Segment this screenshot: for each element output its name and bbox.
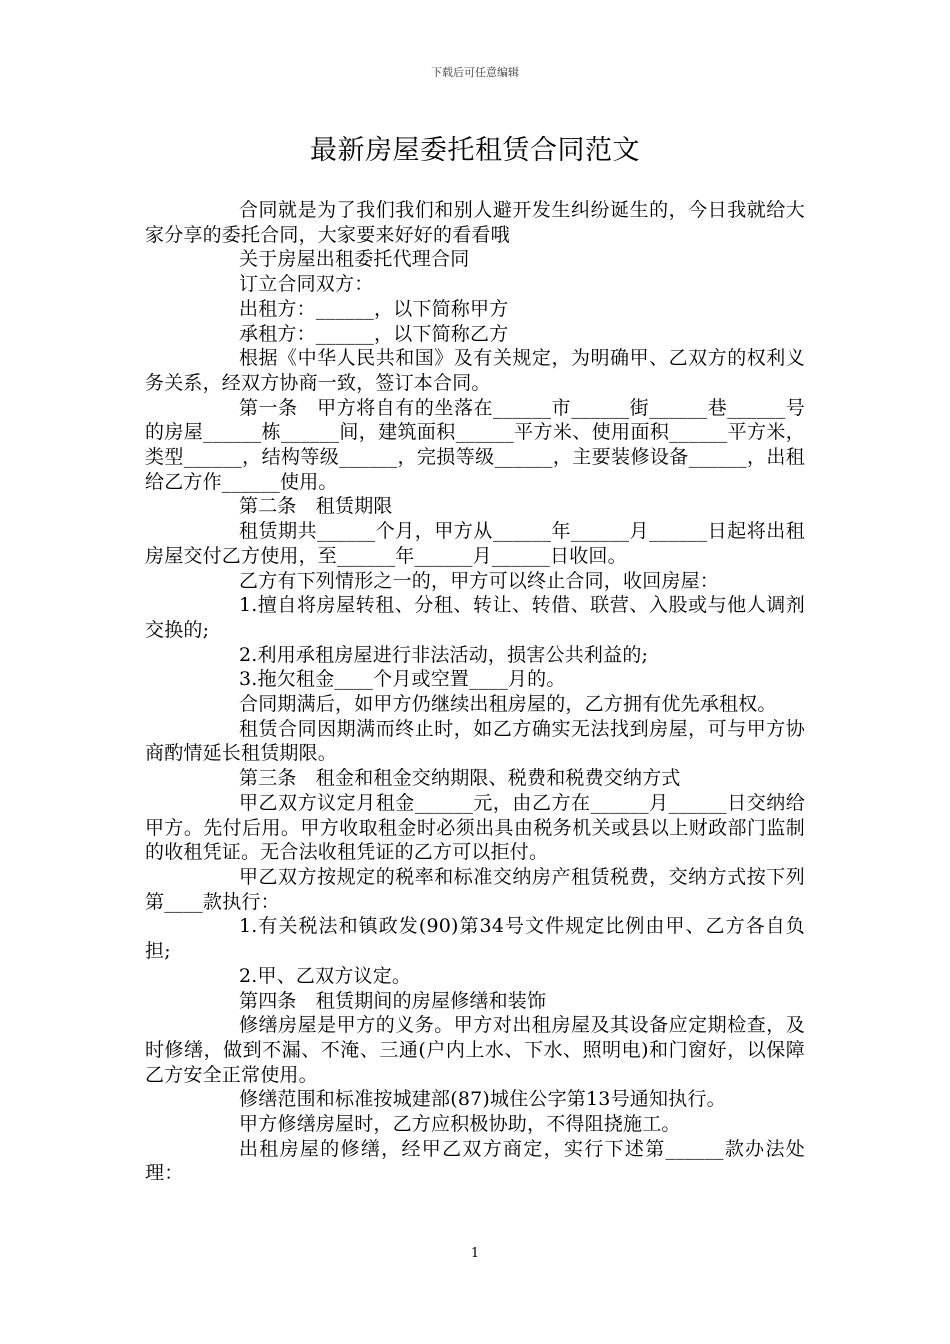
paragraph-lessor: 出租方：______，以下简称甲方 bbox=[239, 297, 509, 320]
paragraph-tax-option-2: 2.甲、乙双方议定。 bbox=[239, 964, 412, 987]
paragraph-repair-duty: 修缮房屋是甲方的义务。甲方对出租房屋及其设备应定期检查，及时修缮，做到不漏、不淹、三通(户内上水、下水、照明电)和门窗好，以保障乙方安全正常使用。 bbox=[145, 1014, 805, 1086]
paragraph-tax-payment: 甲乙双方按规定的税率和标准交纳房产租赁税费，交纳方式按下列第____款执行： bbox=[145, 865, 805, 913]
paragraph-condition-3: 3.拖欠租金____个月或空置____月的。 bbox=[239, 668, 566, 691]
paragraph-article-2-heading: 第二条 租赁期限 bbox=[239, 495, 393, 518]
paragraph-article-1: 第一条 甲方将自有的坐落在______市______街______巷______号的房屋______栋______间，建筑面积______平方米、使用面积______平方米，类型______，结构等级______，完损等级______，主要装修设备______，出租给乙方作______使用。 bbox=[145, 396, 805, 493]
paragraph-termination-conditions: 乙方有下列情形之一的，甲方可以终止合同，收回房屋： bbox=[239, 569, 720, 592]
paragraph-condition-1: 1.擅自将房屋转租、分租、转让、转借、联营、入股或与他人调剂交换的; bbox=[145, 594, 805, 641]
paragraph-lessee: 承租方：______，以下简称乙方 bbox=[239, 322, 509, 345]
document-title: 最新房屋委托租赁合同范文 bbox=[310, 135, 640, 166]
paragraph-repair-method: 出租房屋的修缮，经甲乙双方商定，实行下述第______款办法处理： bbox=[145, 1137, 805, 1185]
paragraph-repair-scope: 修缮范围和标准按城建部(87)城住公字第13号通知执行。 bbox=[239, 1088, 726, 1111]
paragraph-priority-right: 合同期满后，如甲方仍继续出租房屋的，乙方拥有优先承租权。 bbox=[239, 693, 777, 716]
paragraph-parties-heading: 订立合同双方： bbox=[239, 273, 374, 296]
paragraph-condition-2: 2.利用承租房屋进行非法活动，损害公共利益的; bbox=[239, 643, 649, 666]
paragraph-rent-payment: 甲乙双方议定月租金______元，由乙方在______月______日交纳给甲方。先付后用。甲方收取租金时必须出具由税务机关或县以上财政部门监制的收租凭证。无合法收租凭证的乙方可以拒付。 bbox=[145, 791, 805, 864]
paragraph-preamble: 根据《中华人民共和国》及有关规定，为明确甲、乙双方的权利义务关系，经双方协商一致，签订本合同。 bbox=[145, 347, 805, 394]
paragraph-intro: 合同就是为了我们我们和别人避开发生纠纷诞生的，今日我就给大家分享的委托合同，大家要来好好的看看哦 bbox=[145, 199, 805, 246]
paragraph-contract-name: 关于房屋出租委托代理合同 bbox=[239, 248, 470, 271]
paragraph-extension: 租赁合同因期满而终止时，如乙方确实无法找到房屋，可与甲方协商酌情延长租赁期限。 bbox=[145, 717, 805, 765]
paragraph-article-3-heading: 第三条 租金和租金交纳期限、税费和税费交纳方式 bbox=[239, 767, 681, 790]
paragraph-repair-cooperation: 甲方修缮房屋时，乙方应积极协助，不得阻挠施工。 bbox=[239, 1113, 681, 1136]
page-number: 1 bbox=[470, 1246, 480, 1261]
document-body bbox=[145, 198, 805, 1186]
page-header: 下载后可任意编辑 bbox=[431, 66, 519, 79]
paragraph-lease-term: 租赁期共______个月，甲方从______年______月______日起将出租房屋交付乙方使用，至______年______月______日收回。 bbox=[145, 520, 805, 567]
paragraph-tax-option-1: 1.有关税法和镇政发(90)第34号文件规定比例由甲、乙方各自负担; bbox=[145, 915, 805, 963]
paragraph-article-4-heading: 第四条 租赁期间的房屋修缮和装饰 bbox=[239, 989, 547, 1012]
